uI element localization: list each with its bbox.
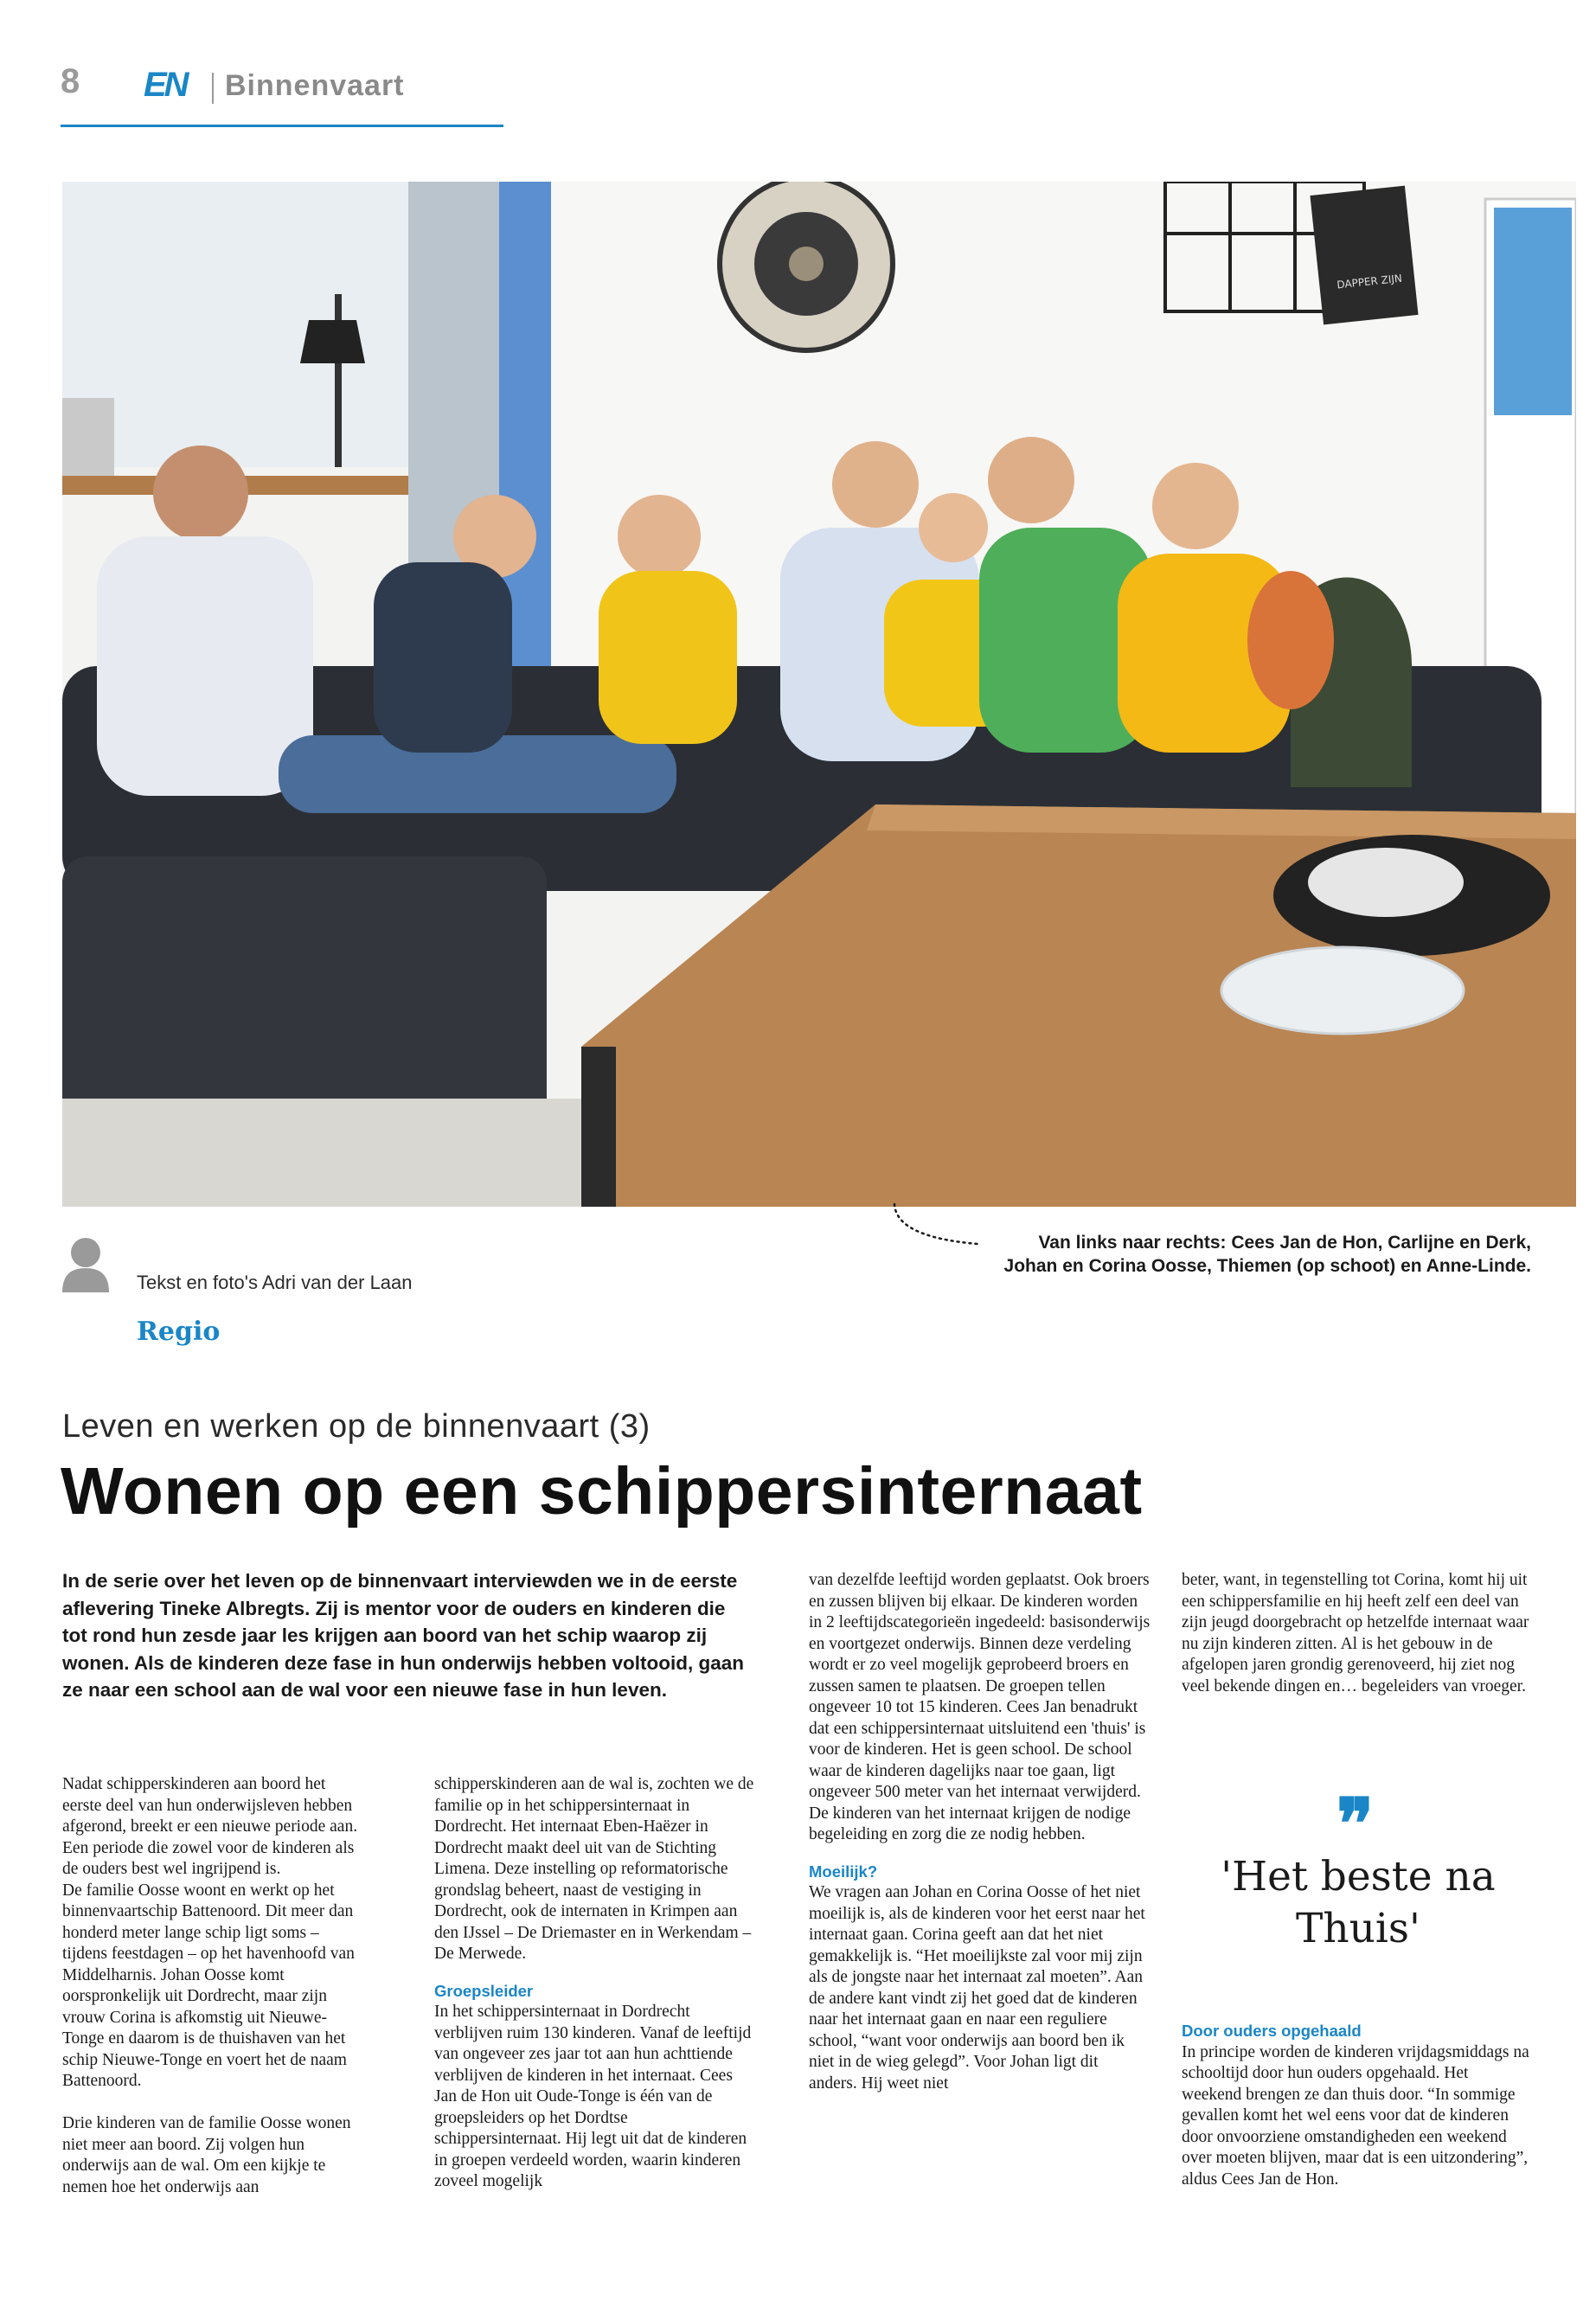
photo-caption (934, 1231, 1531, 1278)
region-label: Regio (137, 1317, 221, 1347)
body-paragraph: We vragen aan Johan en Corina Oosse of het niet moeilijk is, als de kinderen voor het eerst naar het internaat gaan. Corina geeft aan dat het niet gemakkelijk is. “Het moeilijkste zal voor mij zijn als de jongste naar het internaat zal moeten”. Aan de andere kant vindt zij het goed dat de kinderen naar het internaat gaan en naar een reguliere school, “want voor onderwijs aan boord ben ik niet in de wieg gelegd”. Voor Johan ligt dit anders. Hij weet niet (809, 1883, 1145, 2093)
body-paragraph: schipperskinderen aan de wal is, zochten we de familie op in het schippersinternaat in Dordrecht. Het internaat Eben-Haëzer in Dordrecht maakt deel uit van de Stichting Limena. Deze instelling op reformatorische grondslag beheert, naast de vestiging in Dordrecht, ook de internaten in Krimpen aan den IJssel – De Driemaster en in Werkendam – De Merwede. (434, 1775, 754, 1963)
subheading: Door ouders opgehaald (1182, 2022, 1362, 2040)
subheading: Moeilijk? (809, 1862, 878, 1881)
body-paragraph: De familie Oosse woont en werkt op het binnenvaartschip Battenoord. Dit meer dan honderd meter lange schip ligt soms – tijdens feestdagen – op het havenhoofd van Middelharnis. Johan Oosse komt oorspronkelijk uit Dordrecht, maar zijn vrouw Corina is afkomstig uit Nieuwe-Tonge en daarom is de thuishaven van het schip Nieuwe-Tonge en voert het de naam Battenoord. (62, 1881, 355, 2090)
header-divider (212, 73, 214, 104)
body-paragraph: In het schippersinternaat in Dordrecht verblijven ruim 130 kinderen. Vanaf de leeftijd van ongeveer zes jaar tot aan hun achttiende verblijven de kinderen in het internaat. Cees Jan de Hon uit Oude-Tonge is één van de groepsleiders op het Dordtse schippersinternaat. Hij legt uit dat de kinderen in groepen verdeeld worden, waarin kinderen zoveel mogelijk (434, 2003, 752, 2190)
body-paragraph: Drie kinderen van de familie Oosse wonen niet meer aan boord. Zij volgen hun onderwijs aan de wal. Om een kijkje te nemen hoe het onderwijs aan (62, 2114, 351, 2196)
pull-quote: 'Het beste na Thuis' (1221, 1853, 1496, 1952)
article-column-3 (809, 1570, 1151, 2094)
body-paragraph: In principe worden de kinderen vrijdagsmiddags na schooltijd door hun ouders opgehaald. Het weekend brengen ze dan thuis door. “In sommige gevallen komt het wel eens voor dat de kinderen door onvoorziene omstandigheden een weekend over moeten blijven, maar dat is een uitzondering”, aldus Cees Jan de Hon. (1182, 2042, 1529, 2189)
page-number: 8 (61, 62, 80, 100)
wall-sign-text: DAPPER ZIJN (1336, 272, 1403, 292)
article-column-2 (434, 1774, 754, 2193)
author-avatar-icon (61, 1235, 111, 1292)
article-column-4 (1182, 1570, 1532, 1697)
clock-icon (720, 182, 893, 350)
article-headline: Wonen op een schippersinternaat (61, 1454, 1143, 1529)
header-rule (61, 125, 503, 127)
subheading: Groepsleider (434, 1981, 534, 2000)
article-photo (62, 182, 1576, 1207)
article-column-1 (62, 1774, 365, 2198)
section-name: Binnenvaart (225, 69, 405, 102)
article-intro: In de serie over het leven op de binnenvaart interviewden we in de eerste aflevering Tineke Albregts. Zij is mentor voor de ouders en kinderen die tot rond hun zesde jaar les krijgen aan boord van het schip waarop zij wonen. Als de kinderen deze fase in hun onderwijs hebben voltooid, gaan ze naar een school aan de wal voor een nieuwe fase in hun leven. (62, 1570, 745, 1701)
article-kicker: Leven en werken op de binnenvaart (3) (62, 1408, 651, 1445)
body-paragraph: Nadat schipperskinderen aan boord het eerste deel van hun onderwijsleven hebben afgerond, breekt er een nieuwe periode aan. Een periode die zowel voor de kinderen als de ouders best wel ingrijpend is. (62, 1775, 358, 1878)
byline: Tekst en foto's Adri van der Laan (137, 1272, 413, 1293)
newspaper-logo: EN (144, 66, 187, 104)
quote-mark-icon: ❞ (1336, 1783, 1375, 1864)
article-column-4-continued (1182, 2005, 1532, 2190)
body-paragraph: beter, want, in tegenstelling tot Corina, komt hij uit een schippersfamilie en hij heeft zelf een deel van zijn jeugd doorgebracht op hetzelfde internaat waar nu zijn kinderen zitten. Al is het gebouw in de afgelopen jaren grondig gerenoveerd, hij ziet nog veel bekende dingen en… begeleiders van vroeger. (1182, 1571, 1529, 1695)
caption-line: Van links naar rechts: Cees Jan de Hon, Carlijne en Derk, (1038, 1233, 1531, 1253)
caption-line: Johan en Corina Oosse, Thiemen (op schoot) en Anne-Linde. (1003, 1256, 1531, 1276)
body-paragraph: van dezelfde leeftijd worden geplaatst. Ook broers en zussen blijven bij elkaar. De kinderen worden in 2 leeftijdscategorieën ingedeeld: basisonderwijs en voortgezet onderwijs. Binnen deze verdeling wordt er zo veel mogelijk geprobeerd broers en zussen samen te plaatsen. De groepen tellen ongeveer 10 tot 15 kinderen. Cees Jan benadrukt dat een schippersinternaat uitsluitend een 'thuis' is voor de kinderen. Het is geen school. De school waar de kinderen dagelijks naar toe gaan, ligt ongeveer 500 meter van het internaat verwijderd. De kinderen van het internaat krijgen de nodige begeleiding en zorg die ze nodig hebben. (809, 1571, 1151, 1843)
